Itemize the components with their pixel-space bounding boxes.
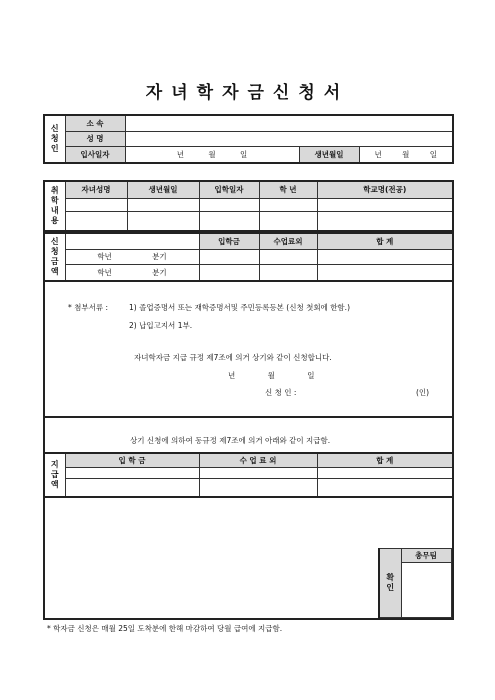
application-statement: 자녀학자금 지급 규정 제7조에 의거 상기와 같이 신청합니다. — [134, 353, 332, 362]
school-header-birth: 생년월일 — [127, 181, 199, 198]
table-cell[interactable] — [259, 249, 317, 265]
payment-header-tuition: 수 업 료 외 — [199, 453, 317, 467]
table-cell[interactable] — [317, 265, 453, 281]
footnote: * 학자금 신청은 매월 25일 도착분에 한해 마감하여 당월 급여에 지급함. — [47, 624, 283, 633]
attachment-item-2: 2) 납입고지서 1부. — [129, 321, 193, 330]
payment-header-entry: 입 학 금 — [65, 453, 199, 467]
application-date: 년 월 일 — [228, 371, 315, 380]
table-cell[interactable] — [317, 198, 453, 211]
table-cell[interactable] — [65, 211, 127, 231]
page-title: 자녀학자금신청서 — [145, 83, 350, 103]
table-cell[interactable] — [65, 198, 127, 211]
request-header-tuition: 수업료외 — [259, 233, 317, 249]
payment-header-total: 합 계 — [317, 453, 453, 467]
confirm-table — [378, 548, 452, 618]
name-label: 성 명 — [65, 131, 125, 147]
table-cell[interactable] — [259, 265, 317, 281]
table-cell[interactable] — [317, 467, 453, 479]
table-cell[interactable] — [317, 479, 453, 497]
affiliation-field[interactable] — [125, 115, 453, 131]
table-cell[interactable] — [127, 198, 199, 211]
applicant-sign-label[interactable]: 신 청 인 : — [265, 388, 297, 397]
table-cell[interactable] — [65, 467, 199, 479]
request-row-period: 학년 분기 — [65, 249, 199, 265]
request-header-total: 합 계 — [317, 233, 453, 249]
request-header-entry: 입학금 — [199, 233, 259, 249]
table-cell[interactable] — [199, 265, 259, 281]
table-cell[interactable] — [127, 211, 199, 231]
school-section-label: 취학내용 — [44, 181, 65, 231]
table-cell[interactable] — [259, 198, 317, 211]
request-section-label: 신청금액 — [44, 233, 65, 281]
school-header-entry: 입학일자 — [199, 181, 259, 198]
payment-table — [43, 452, 454, 498]
attachment-item-1: 1) 졸업증명서 또는 재학증명서및 주민등록등본 (신청 첫회에 한함.) — [129, 303, 350, 312]
join-date-field[interactable]: 년 월 일 — [125, 147, 299, 163]
table-cell[interactable] — [317, 211, 453, 231]
school-header-grade: 학 년 — [259, 181, 317, 198]
name-field[interactable] — [125, 131, 453, 147]
table-cell[interactable] — [65, 479, 199, 497]
request-row-period: 학년 분기 — [65, 265, 199, 281]
applicant-table — [43, 114, 454, 164]
confirm-dept: 총무팀 — [401, 549, 451, 563]
confirm-stamp-field[interactable] — [401, 563, 451, 618]
seal-mark: (인) — [416, 388, 430, 397]
payment-section-label: 지급액 — [44, 453, 65, 497]
table-cell[interactable] — [317, 249, 453, 265]
join-date-label: 입사일자 — [65, 147, 125, 163]
table-cell[interactable] — [199, 249, 259, 265]
school-header-child: 자녀성명 — [65, 181, 127, 198]
school-header-school: 학교명(전공) — [317, 181, 453, 198]
table-cell[interactable] — [199, 198, 259, 211]
birth-label: 생년월일 — [299, 147, 359, 163]
payment-note: 상기 신청에 의하여 동규정 제7조에 의거 아래와 같이 지급함. — [130, 436, 331, 445]
confirm-label: 확인 — [379, 549, 401, 618]
birth-field[interactable]: 년 월 일 — [359, 147, 453, 163]
school-table — [43, 180, 454, 232]
attachments-label: * 첨부서류 : — [68, 303, 109, 312]
table-cell — [65, 233, 199, 249]
table-cell[interactable] — [259, 211, 317, 231]
table-cell[interactable] — [199, 211, 259, 231]
request-table — [43, 232, 454, 282]
table-cell[interactable] — [199, 467, 317, 479]
table-cell[interactable] — [199, 479, 317, 497]
affiliation-label: 소 속 — [65, 115, 125, 131]
applicant-section-label: 신청인 — [44, 115, 65, 163]
